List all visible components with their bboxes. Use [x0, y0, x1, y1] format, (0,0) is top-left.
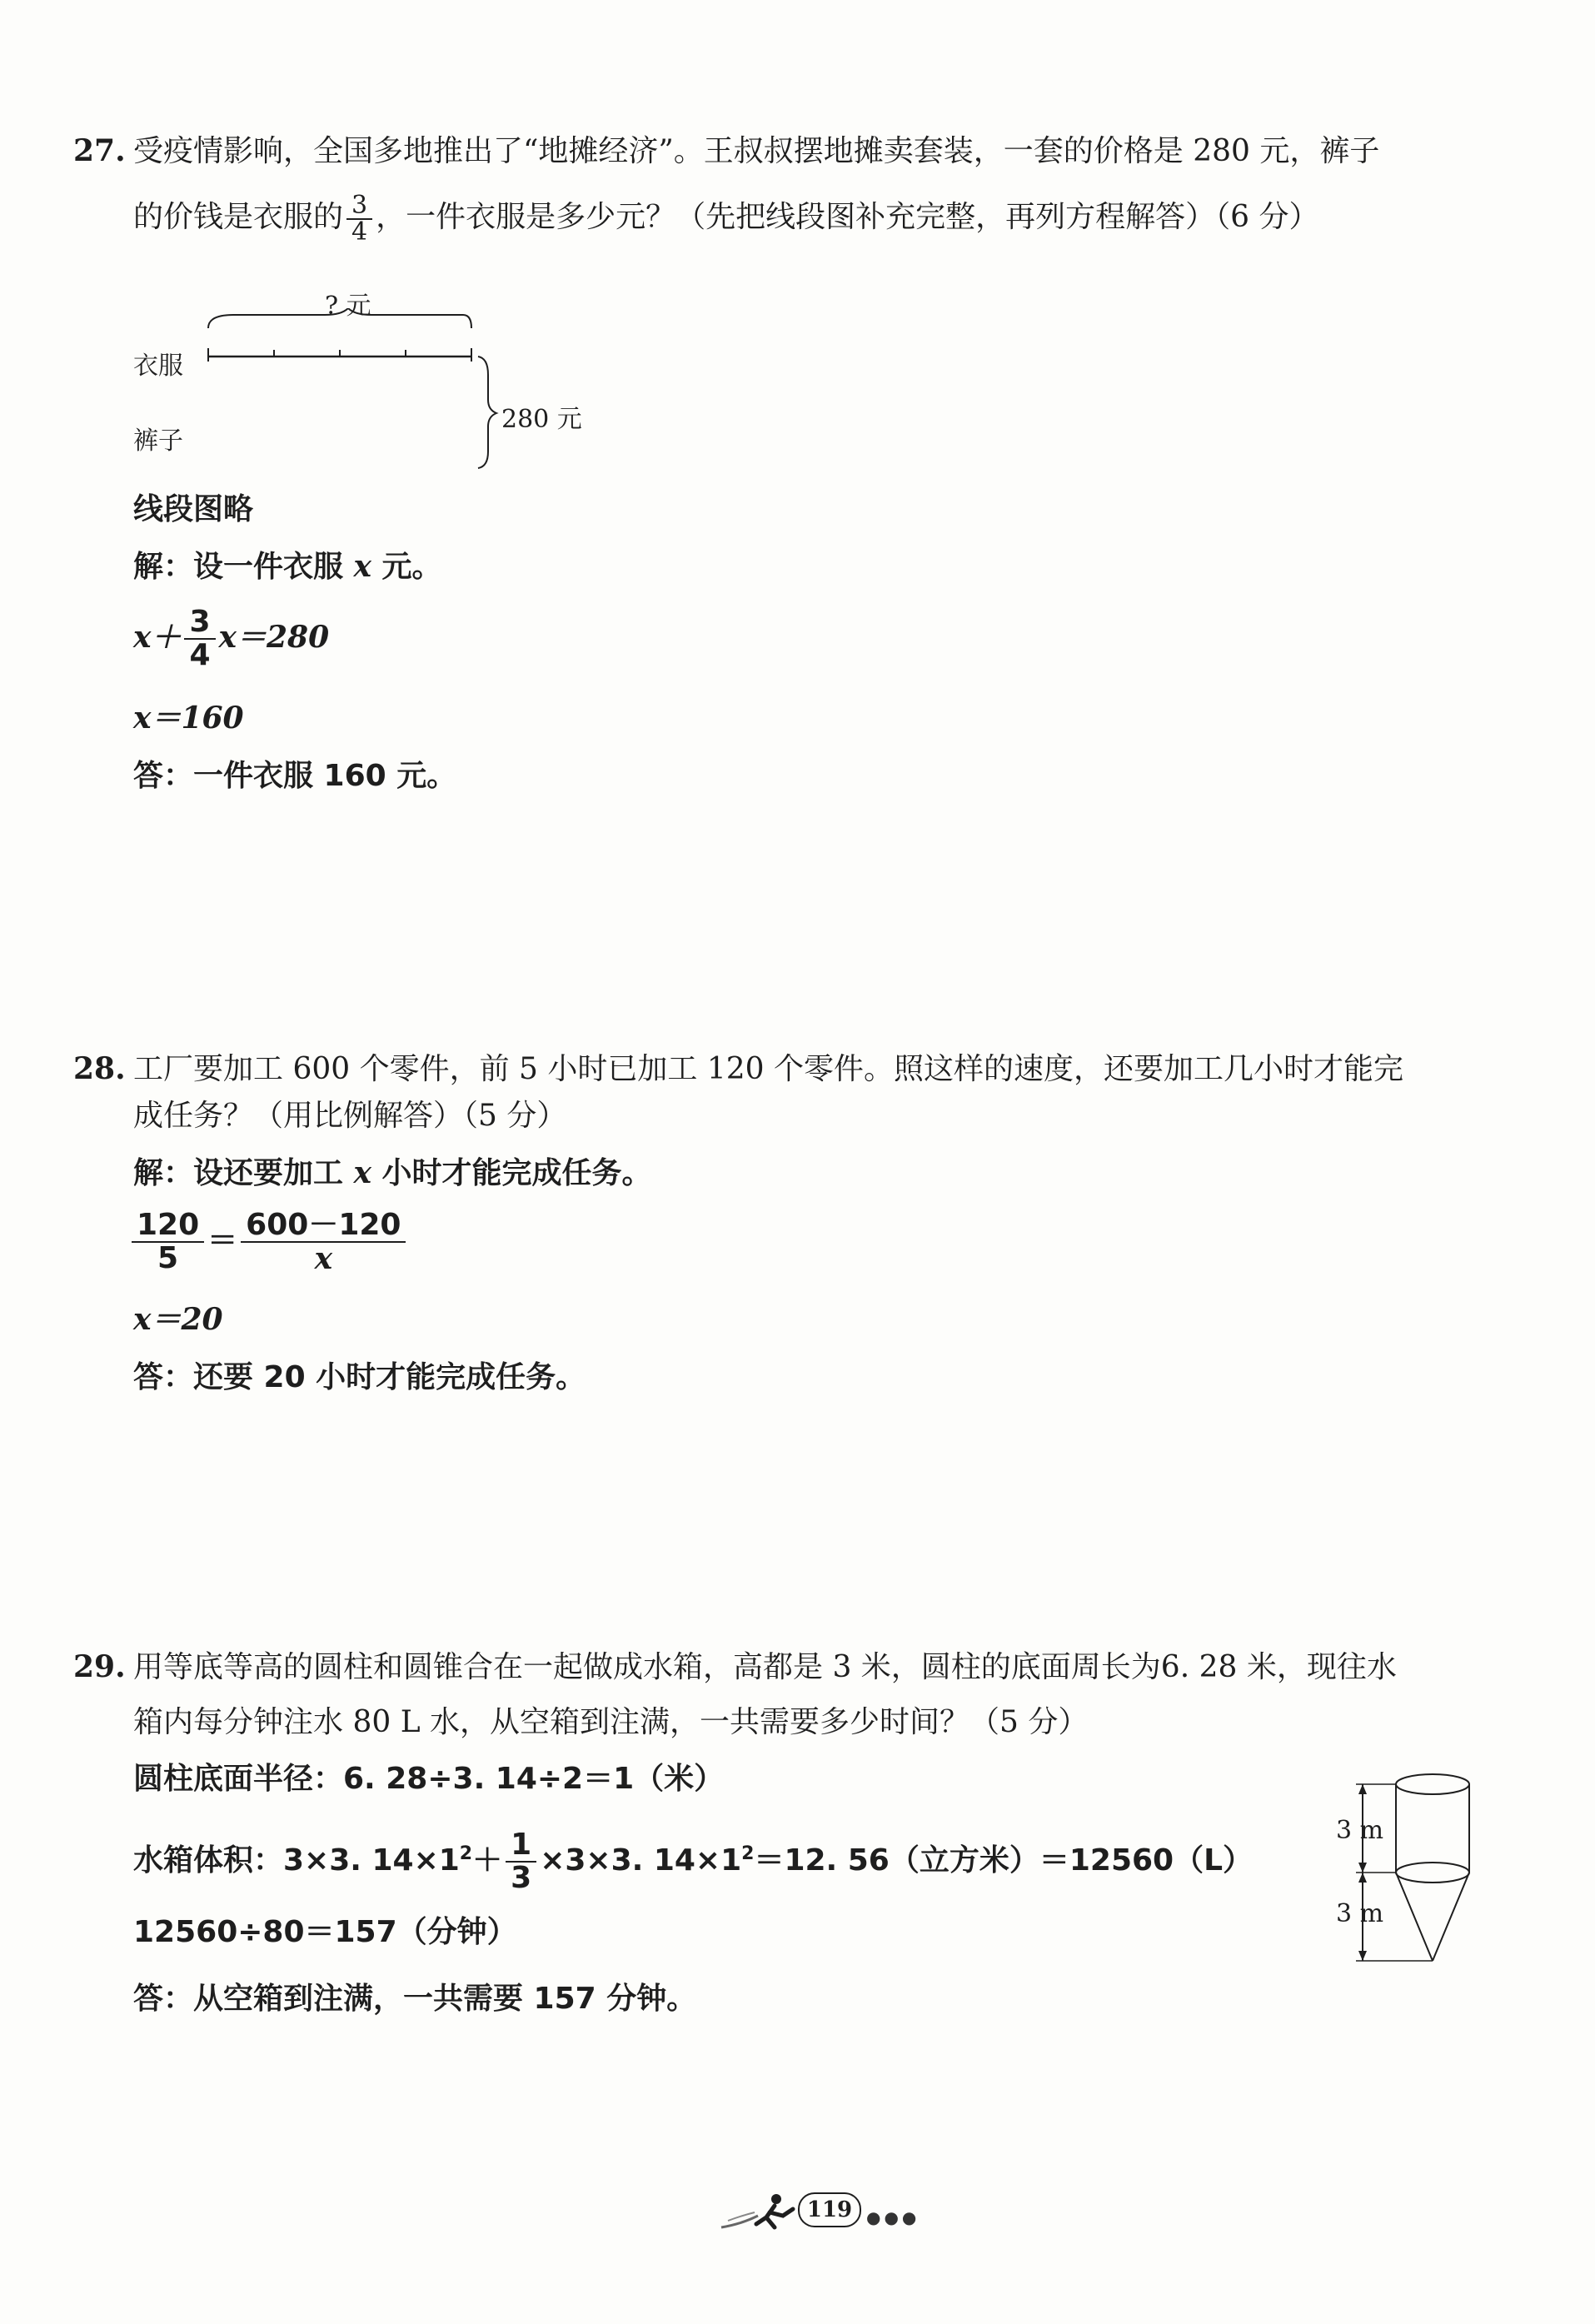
q27-text-line2: 的价钱是衣服的 $\frac{3}{4}$ ，一件衣服是多少元？（先把线段图补充完整，再列方程解答）（6 分） [133, 191, 1319, 247]
q29-volume: 水箱体积：3×3. $14\times 1^2+$ $\frac{1}{3}$ ×3×3. $14\times 1^2=12$. 56（立方米）＝12560（L） [133, 1828, 1254, 1895]
q28-text-line2: 成任务？（用比例解答）（5 分） [133, 1099, 567, 1133]
q29-time: 12560÷80＝157（分钟） [133, 1915, 517, 1949]
q29-radius: 圆柱底面半径：6. 28÷3. 14÷2＝1（米） [133, 1762, 725, 1796]
page-number-dots: ●●● [866, 2207, 920, 2227]
q28-final-answer: 答：还要 20 小时才能完成任务。 [133, 1360, 586, 1394]
total-brace [478, 357, 496, 468]
clothes-label: 衣服 [133, 352, 183, 381]
q27-equation: x＋ $\frac{3}{4}$ x＝280 [133, 605, 330, 672]
q27-solution: x＝160 [133, 701, 244, 736]
q28-text-line1: 工厂要加工 600 个零件，前 5 小时已加工 120 个零件。照这样的速度，还要加工几小时才能完 [133, 1052, 1403, 1086]
q29-text-line2: 箱内每分钟注水 80 L 水，从空箱到注满，一共需要多少时间？（5 分） [133, 1705, 1089, 1739]
q28-number: 28. [73, 1051, 126, 1086]
unknown-price-label: ? 元 [325, 292, 371, 321]
q27-text-line1: 受疫情影响，全国多地推出了“地摊经济”。王叔叔摆地摊卖套装，一套的价格是 280 元，裤子 [133, 134, 1380, 168]
q29-final-answer: 答：从空箱到注满，一共需要 157 分钟。 [133, 1982, 697, 2016]
q27-final-answer: 答：一件衣服 160 元。 [133, 759, 457, 793]
q29-number: 29. [73, 1649, 126, 1684]
page-number: 119 [798, 2192, 861, 2227]
tank-bottom-height-label: 3 m [1336, 1899, 1384, 1928]
total-price-label: 280 元 [501, 405, 582, 434]
tank-top-height-label: 3 m [1336, 1816, 1384, 1845]
q27-diagram-note: 线段图略 [133, 492, 254, 526]
q28-setup: 解：设还要加工 x 小时才能完成任务。 [133, 1155, 652, 1190]
water-tank-figure [1349, 1764, 1483, 1972]
segment-diagram [200, 308, 500, 475]
pants-label: 裤子 [133, 426, 183, 456]
running-figure-icon [716, 2191, 808, 2232]
q28-proportion: $\frac{120}{5}$ ＝ $\frac{600-120}{x}$ [128, 1209, 409, 1274]
q27-fraction: $\frac{3}{4}$ [346, 193, 372, 245]
q27-setup: 解：设一件衣服 x 元。 [133, 549, 442, 584]
q29-text-line1: 用等底等高的圆柱和圆锥合在一起做成水箱，高都是 3 米，圆柱的底面周长为6. 28 米，现往水 [133, 1650, 1397, 1684]
q27-number: 27. [73, 133, 126, 168]
q28-solution: x＝20 [133, 1302, 223, 1337]
